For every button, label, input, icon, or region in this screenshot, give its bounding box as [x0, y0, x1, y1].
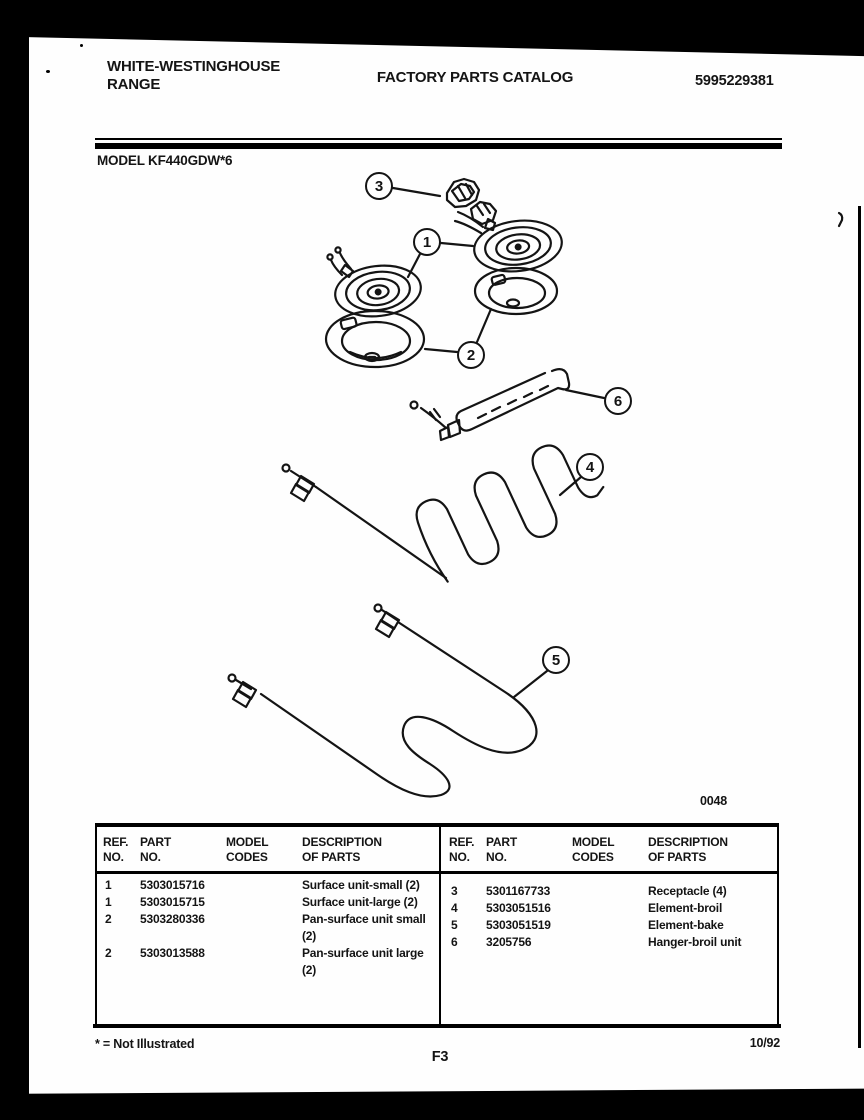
callout-3-number: 3 [374, 177, 384, 195]
callout-2 [457, 341, 485, 369]
col-part-line2: NO. [486, 850, 507, 864]
col-part-right [486, 835, 517, 865]
callout-5-number: 5 [551, 651, 561, 669]
callout-3 [365, 172, 393, 200]
col-part-line1: PART [486, 835, 517, 849]
col-ref-line1: REF. [449, 835, 475, 849]
part-no: 3205756 [486, 935, 532, 949]
part-no: 5303051519 [486, 918, 551, 932]
col-ref-line2: NO. [103, 850, 124, 864]
col-model-line2: CODES [226, 850, 268, 864]
table-header-rule [95, 871, 779, 874]
drip-pan-left-drawing [326, 311, 424, 367]
col-part-line2: NO. [140, 850, 161, 864]
ref-no: 1 [105, 878, 112, 892]
brand-line1: WHITE-WESTINGHOUSE [107, 58, 281, 75]
revision-date: 10/92 [749, 1036, 780, 1050]
part-no: 5303280336 [140, 912, 205, 926]
col-desc-left [302, 835, 382, 865]
callout-6-number: 6 [613, 392, 623, 410]
model-number-line: MODEL KF440GDW*6 [97, 153, 233, 168]
description: Surface unit-large (2) [302, 895, 418, 909]
table-border-top [95, 823, 779, 827]
table-center-divider [439, 823, 441, 1028]
surface-coil-right-pigtail [455, 212, 483, 233]
description: Hanger-broil unit [648, 935, 742, 949]
table-border-left [95, 823, 97, 1028]
col-model-right [572, 835, 614, 865]
col-desc-right [648, 835, 728, 865]
col-ref-left [103, 835, 128, 865]
ref-no: 4 [451, 901, 458, 915]
callout-4-number: 4 [585, 458, 595, 476]
description: Pan-surface unit small (2) [302, 912, 426, 943]
ref-no: 5 [451, 918, 458, 932]
ref-no: 2 [105, 912, 112, 926]
part-no: 5303015715 [140, 895, 205, 909]
callout-2-number: 2 [466, 346, 476, 364]
part-no: 5301167733 [486, 884, 551, 898]
figure-code: 0048 [700, 794, 728, 808]
bake-element-drawing [229, 605, 537, 797]
col-desc-line1: DESCRIPTION [302, 835, 382, 849]
callout-5 [542, 646, 570, 674]
col-part-line1: PART [140, 835, 171, 849]
ref-no: 1 [105, 895, 112, 909]
publication-number: 5995229381 [695, 73, 774, 89]
col-desc-line2: OF PARTS [302, 850, 361, 864]
part-no: 5303051516 [486, 901, 551, 915]
scan-mark [839, 213, 842, 226]
drip-pan-right-drawing [475, 268, 557, 314]
col-model-line2: CODES [572, 850, 614, 864]
receptacle-drawing [447, 179, 496, 230]
col-model-line1: MODEL [572, 835, 615, 849]
col-part-left [140, 835, 171, 865]
col-ref-right [449, 835, 474, 865]
col-model-line1: MODEL [226, 835, 269, 849]
col-model-left [226, 835, 268, 865]
description: Receptacle (4) [648, 884, 727, 898]
surface-coil-left-pigtail [327, 247, 353, 277]
description: Surface unit-small (2) [302, 878, 420, 892]
description: Element-bake [648, 918, 724, 932]
ref-no: 2 [105, 946, 112, 960]
col-ref-line2: NO. [449, 850, 470, 864]
ref-no: 6 [451, 935, 458, 949]
brand-line2: RANGE [107, 76, 161, 93]
table-border-bottom [93, 1024, 781, 1028]
callout-1-number: 1 [422, 233, 432, 251]
part-no: 5303015716 [140, 878, 205, 892]
callout-6 [604, 387, 632, 415]
col-desc-line2: OF PARTS [648, 850, 707, 864]
broil-element-drawing [283, 431, 612, 583]
callout-1 [413, 228, 441, 256]
col-desc-line1: DESCRIPTION [648, 835, 728, 849]
callout-leader-lines [393, 188, 604, 697]
description: Element-broil [648, 901, 723, 915]
catalog-title: FACTORY PARTS CATALOG [376, 69, 574, 86]
col-ref-line1: REF. [103, 835, 129, 849]
description: Pan-surface unit large (2) [302, 946, 424, 977]
ref-no: 3 [451, 884, 458, 898]
callout-4 [576, 453, 604, 481]
page-number: F3 [431, 1049, 449, 1065]
hanger-broil-drawing [411, 369, 570, 440]
not-illustrated-note: * = Not Illustrated [95, 1037, 195, 1051]
part-no: 5303013588 [140, 946, 205, 960]
